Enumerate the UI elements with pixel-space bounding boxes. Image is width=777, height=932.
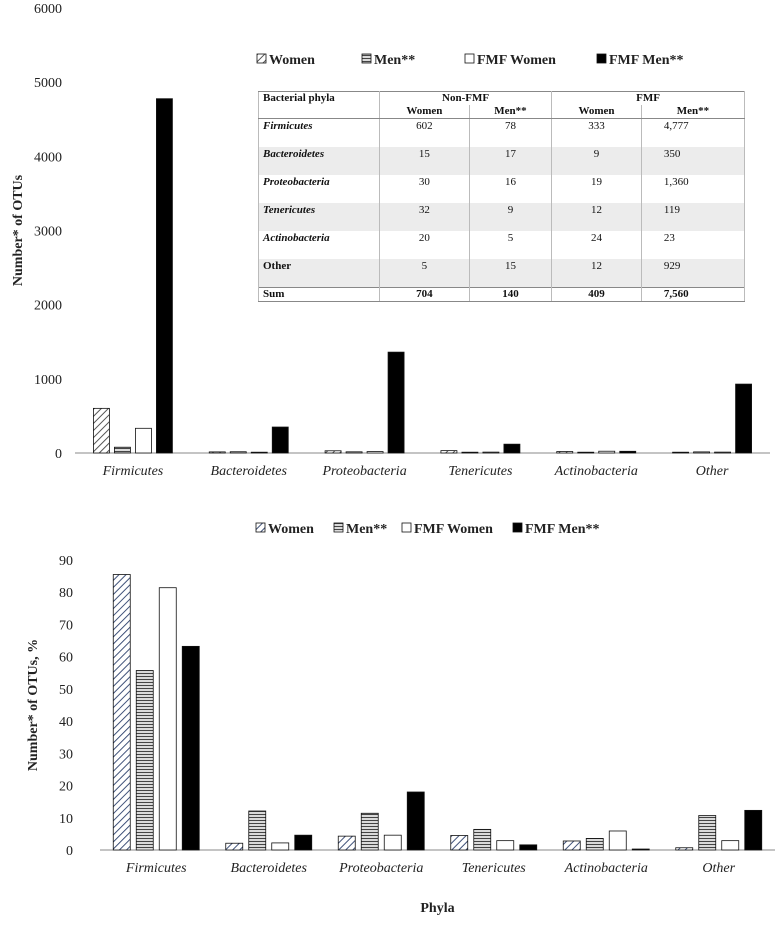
table-row-label: Other — [259, 259, 380, 288]
bar — [586, 838, 603, 850]
bar — [182, 646, 199, 850]
y-tick-label: 50 — [59, 682, 73, 698]
table-cell: 119 — [641, 203, 744, 231]
legend-label: FMF Women — [477, 53, 556, 68]
y-axis-label: Number* of OTUs, % — [26, 638, 41, 772]
table-cell: 929 — [641, 259, 744, 288]
x-tick-label: Firmicutes — [102, 464, 164, 479]
bar — [563, 841, 580, 850]
x-tick-label: Bacteroidetes — [210, 464, 287, 479]
x-tick-label: Tenericutes — [461, 861, 526, 876]
table-cell: 30 — [380, 175, 470, 203]
table-cell: 333 — [552, 119, 642, 148]
table-group-fmf: FMF — [552, 92, 745, 106]
bar — [504, 444, 520, 453]
bar — [441, 451, 457, 453]
legend-label: FMF Women — [414, 522, 493, 537]
bar — [272, 843, 289, 850]
table-cell: 15 — [380, 147, 470, 175]
table-row-label: Sum — [259, 288, 380, 302]
y-tick-label: 6000 — [34, 2, 62, 17]
bar — [325, 451, 341, 453]
table-row-label: Proteobacteria — [259, 175, 380, 203]
bar — [230, 452, 246, 453]
x-tick-label: Bacteroidetes — [230, 861, 307, 876]
bar — [736, 384, 752, 453]
bar — [135, 428, 151, 453]
y-tick-label: 1000 — [34, 372, 62, 388]
table-cell: 32 — [380, 203, 470, 231]
x-tick-label: Actinobacteria — [554, 464, 638, 479]
bar — [159, 588, 176, 850]
table-row-label: Tenericutes — [259, 203, 380, 231]
y-tick-label: 5000 — [34, 76, 62, 92]
y-tick-label: 80 — [59, 586, 73, 602]
table-subheader: Men** — [641, 105, 744, 119]
bar — [632, 849, 649, 850]
y-tick-label: 0 — [66, 844, 73, 859]
bar — [367, 452, 383, 453]
table-cell: 23 — [641, 231, 744, 259]
table-cell: 140 — [469, 288, 551, 302]
bar — [156, 99, 172, 453]
bar — [578, 452, 594, 453]
table-cell: 4,777 — [641, 119, 744, 148]
table-phyla-header: Bacterial phyla — [259, 92, 380, 106]
legend-swatch — [513, 523, 522, 532]
bar — [113, 575, 130, 851]
table-cell: 17 — [469, 147, 551, 175]
bar — [251, 452, 267, 453]
bar — [497, 841, 514, 850]
bar — [699, 816, 716, 850]
bar — [407, 792, 424, 850]
table-subheader: Men** — [469, 105, 551, 119]
x-tick-label: Tenericutes — [448, 464, 513, 479]
y-tick-label: 0 — [55, 447, 62, 462]
table-row-label: Bacteroidetes — [259, 147, 380, 175]
x-tick-label: Other — [702, 861, 736, 876]
bar — [715, 452, 731, 453]
legend-swatch — [402, 523, 411, 532]
table-cell: 704 — [380, 288, 470, 302]
y-axis-label: Number* of OTUs — [11, 174, 26, 287]
bar — [673, 452, 689, 453]
table-group-nonfmf: Non-FMF — [380, 92, 552, 106]
table-cell: 409 — [552, 288, 642, 302]
bottom-chart — [26, 522, 775, 916]
legend-swatch — [465, 54, 474, 63]
bar — [557, 452, 573, 453]
otu-table — [258, 91, 745, 302]
y-tick-label: 60 — [59, 650, 73, 666]
bar — [451, 836, 468, 851]
bar — [249, 811, 266, 850]
y-tick-label: 30 — [59, 747, 73, 763]
bar — [694, 452, 710, 453]
table-cell: 9 — [552, 147, 642, 175]
table-cell: 350 — [641, 147, 744, 175]
bar — [474, 829, 491, 850]
bar — [136, 671, 153, 850]
bar — [114, 447, 130, 453]
table-cell: 602 — [380, 119, 470, 148]
bar — [520, 845, 537, 850]
bar — [361, 813, 378, 850]
x-tick-label: Proteobacteria — [339, 861, 424, 876]
table-cell: 9 — [469, 203, 551, 231]
bar — [295, 835, 312, 850]
legend-swatch — [257, 54, 266, 63]
table-row-label: Firmicutes — [259, 119, 380, 148]
bar — [209, 452, 225, 453]
y-tick-label: 4000 — [34, 150, 62, 166]
x-tick-label: Proteobacteria — [322, 464, 407, 479]
bar — [676, 848, 693, 850]
table-cell: 5 — [380, 259, 470, 288]
table-cell: 7,560 — [641, 288, 744, 302]
y-tick-label: 2000 — [34, 298, 62, 314]
table-subheader: Women — [380, 105, 470, 119]
y-tick-label: 20 — [59, 779, 73, 795]
x-tick-label: Actinobacteria — [564, 861, 648, 876]
bar — [346, 452, 362, 453]
y-tick-label: 70 — [59, 618, 73, 634]
legend-swatch — [362, 54, 371, 63]
table-blank-cell — [259, 105, 380, 119]
table-cell: 12 — [552, 259, 642, 288]
legend-swatch — [256, 523, 265, 532]
table-cell: 1,360 — [641, 175, 744, 203]
bar — [609, 831, 626, 850]
legend-label: Men** — [346, 522, 388, 537]
table-row-label: Actinobacteria — [259, 231, 380, 259]
legend-label: FMF Men** — [609, 53, 684, 68]
x-axis-label: Phyla — [420, 901, 455, 916]
y-tick-label: 40 — [59, 715, 73, 731]
bar — [722, 841, 739, 850]
x-tick-label: Firmicutes — [125, 861, 187, 876]
bar — [384, 835, 401, 850]
bar — [272, 427, 288, 453]
y-tick-label: 3000 — [34, 224, 62, 240]
legend-label: Women — [268, 522, 314, 537]
table-cell: 12 — [552, 203, 642, 231]
table-cell: 16 — [469, 175, 551, 203]
legend-label: Men** — [374, 53, 416, 68]
bar — [745, 810, 762, 850]
legend-swatch — [334, 523, 343, 532]
bar — [462, 452, 478, 453]
bar — [338, 836, 355, 850]
bar — [620, 451, 636, 453]
bar — [93, 408, 109, 453]
table-cell: 19 — [552, 175, 642, 203]
y-tick-label: 10 — [59, 811, 73, 827]
table-subheader: Women — [552, 105, 642, 119]
table-cell: 5 — [469, 231, 551, 259]
table-cell: 24 — [552, 231, 642, 259]
bar — [226, 843, 243, 850]
legend-label: Women — [269, 53, 315, 68]
legend-swatch — [597, 54, 606, 63]
table-cell: 20 — [380, 231, 470, 259]
x-tick-label: Other — [695, 464, 729, 479]
legend-label: FMF Men** — [525, 522, 600, 537]
bar — [388, 352, 404, 453]
bar — [483, 452, 499, 453]
table-cell: 15 — [469, 259, 551, 288]
table-cell: 78 — [469, 119, 551, 148]
y-tick-label: 90 — [59, 554, 73, 569]
bar — [599, 451, 615, 453]
